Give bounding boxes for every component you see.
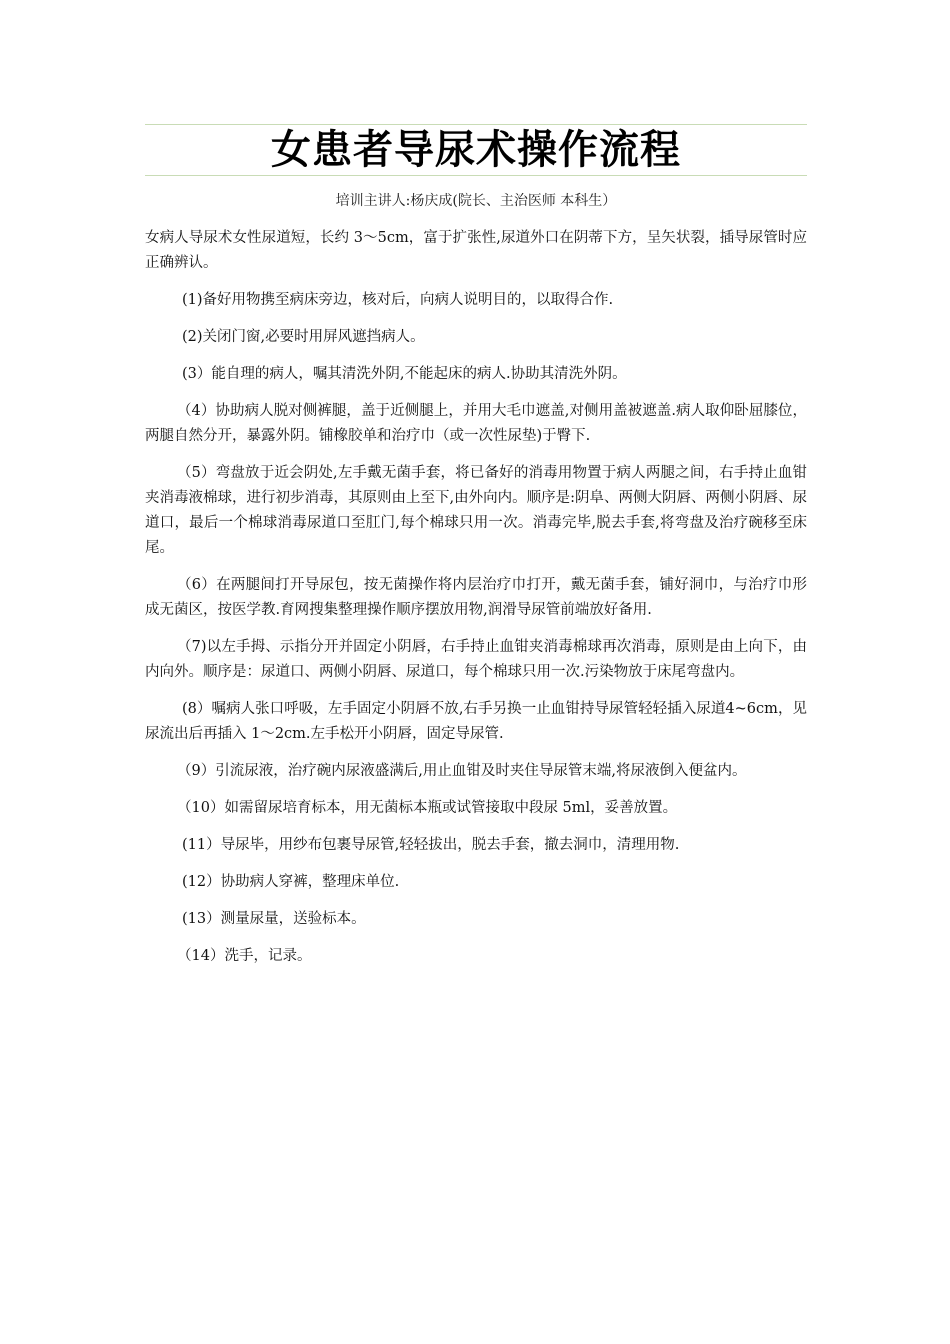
step-7: （7)以左手拇、示指分开并固定小阴唇，右手持止血钳夹消毒棉球再次消毒，原则是由上向下，由内向外。顺序是：尿道口、两侧小阴唇、尿道口，每个棉球只用一次.污染物放于床尾弯盘内。 [145,639,807,680]
step-8: (8）嘱病人张口呼吸，左手固定小阴唇不放,右手另换一止血钳持导尿管轻轻插入尿道4~6cm，见尿流出后再插入 1～2cm.左手松开小阴唇，固定导尿管. [145,701,807,742]
step-12: (12）协助病人穿裤，整理床单位. [182,874,400,890]
step-4: （4）协助病人脱对侧裤腿，盖于近侧腿上，并用大毛巾遮盖,对侧用盖被遮盖.病人取仰卧屈膝位，两腿自然分开，暴露外阴。铺橡胶单和治疗巾（或一次性尿垫)于臀下. [145,403,807,444]
step-5: （5）弯盘放于近会阴处,左手戴无菌手套，将已备好的消毒用物置于病人两腿之间，右手持止血钳夹消毒液棉球，进行初步消毒，其原则由上至下,由外向内。顺序是:阴阜、两侧大阴唇、两侧小阴唇、尿道口，最后一个棉球消毒尿道口至肛门,每个棉球只用一次。消毒完毕,脱去手套,将弯盘及治疗碗移至床尾。 [145,465,807,556]
step-2: (2)关闭门窗,必要时用屏风遮挡病人。 [182,329,425,345]
intro-paragraph: 女病人导尿术女性尿道短，长约 3～5cm，富于扩张性,尿道外口在阴蒂下方，呈矢状裂，插导尿管时应正确辨认。 [145,230,807,271]
step-14: （14）洗手，记录。 [177,948,312,964]
step-3: (3）能自理的病人，嘱其清洗外阴,不能起床的病人.协助其清洗外阴。 [182,366,627,382]
step-13: (13）测量尿量，送验标本。 [182,911,366,927]
step-11: (11）导尿毕，用纱布包裹导尿管,轻轻拔出，脱去手套，撤去洞巾，清理用物. [182,837,680,853]
step-6: （6）在两腿间打开导尿包，按无菌操作将内层治疗巾打开，戴无菌手套，铺好洞巾，与治疗巾形成无菌区，按医学教.育网搜集整理操作顺序摆放用物,润滑导尿管前端放好备用. [145,577,807,618]
document-subtitle: 培训主讲人:杨庆成(院长、主治医师 本科生） [335,193,617,209]
document-title: 女患者导尿术操作流程 [271,127,681,173]
step-9: （9）引流尿液，治疗碗内尿液盛满后,用止血钳及时夹住导尿管末端,将尿液倒入便盆内。 [177,763,747,779]
step-10: （10）如需留尿培育标本，用无菌标本瓶或试管接取中段尿 5ml，妥善放置。 [177,800,678,816]
document-body [145,226,807,969]
title-bottom-rule [145,175,807,176]
document-page [145,124,807,981]
step-1: (1)备好用物携至病床旁边，核对后，向病人说明目的，以取得合作. [182,292,614,308]
